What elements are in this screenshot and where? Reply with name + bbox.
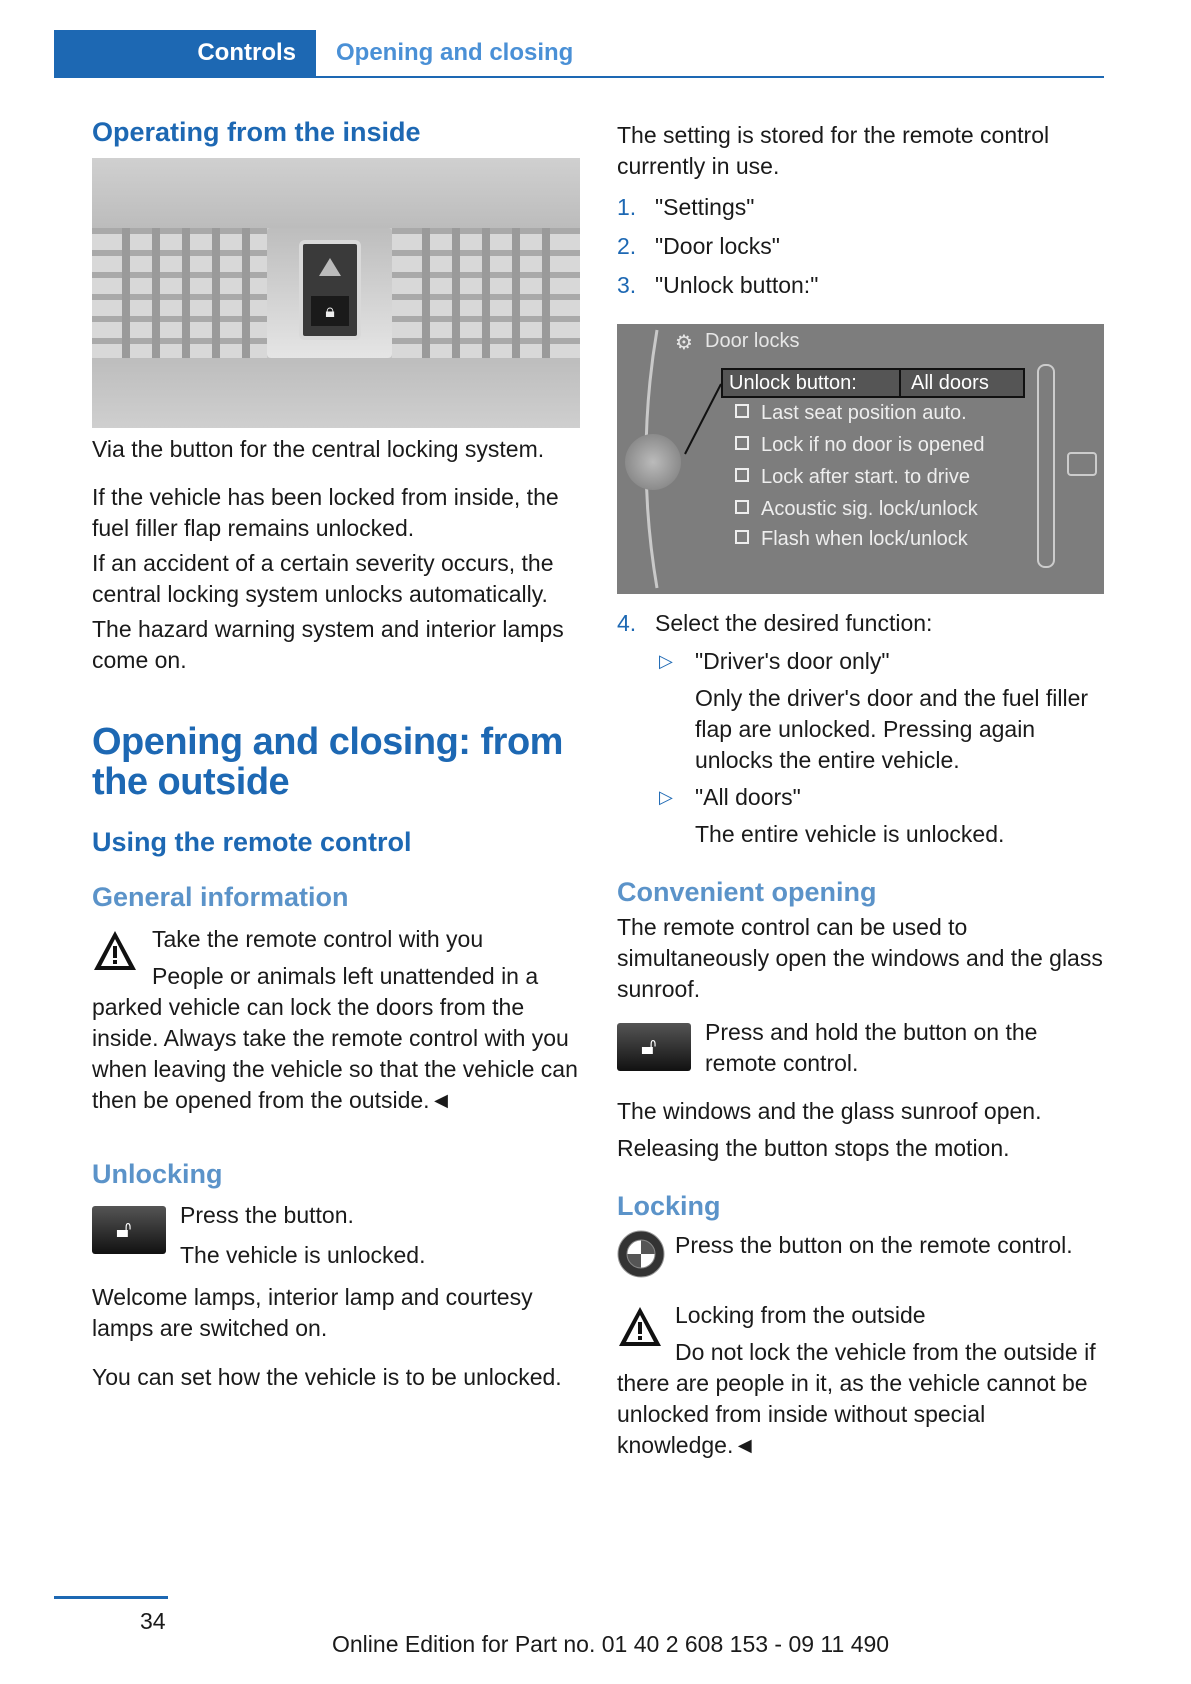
unlock-instruction bbox=[92, 1200, 582, 1278]
paragraph: The windows and the glass sunroof open. bbox=[617, 1098, 1042, 1124]
bullet-triangle-icon: ▷ bbox=[659, 787, 673, 807]
controller-knob-icon bbox=[625, 434, 681, 490]
scroll-indicator bbox=[1037, 364, 1055, 568]
heading-locking: Locking bbox=[617, 1191, 721, 1221]
step-number: 1. bbox=[617, 194, 637, 220]
unlock-icon: 🔓︎ bbox=[116, 1216, 132, 1243]
sub-item-label: "All doors" bbox=[695, 784, 801, 810]
instruction: Press and hold the button on the remote control. bbox=[705, 1019, 1038, 1076]
screen-option: Last seat position auto. bbox=[735, 402, 967, 425]
locking-instruction bbox=[617, 1230, 1104, 1292]
step-text: "Door locks" bbox=[655, 233, 780, 259]
paragraph: Releasing the button stops the motion. bbox=[617, 1135, 1010, 1161]
heading-operating-inside: Operating from the inside bbox=[92, 117, 421, 147]
screen-title: Door locks bbox=[705, 330, 800, 352]
checkbox-icon bbox=[735, 500, 749, 514]
checkbox-icon bbox=[735, 404, 749, 418]
arc-outline bbox=[617, 324, 1104, 594]
list-item bbox=[617, 608, 1104, 646]
gear-icon: ⚙ bbox=[675, 332, 693, 354]
sub-item-desc: The entire vehicle is unlocked. bbox=[695, 821, 1005, 847]
step-text: "Unlock button:" bbox=[655, 272, 819, 298]
page-header bbox=[54, 30, 1104, 78]
paragraph: The setting is stored for the remote control currently in use. bbox=[617, 122, 1050, 179]
checkbox-icon bbox=[735, 436, 749, 450]
left-column bbox=[92, 117, 582, 1393]
remote-unlock-button-image bbox=[92, 1206, 166, 1254]
remote-unlock-button-image bbox=[617, 1023, 691, 1071]
paragraph: The remote control can be used to simultaneously open the windows and the glass sunroof. bbox=[617, 914, 1103, 1002]
paragraph: If the vehicle has been locked from inside, the fuel filler flap remains unlocked. bbox=[92, 484, 559, 541]
air-vent-left bbox=[92, 228, 267, 358]
page-number: 34 bbox=[140, 1608, 166, 1634]
right-column bbox=[617, 120, 1104, 1461]
warning-title: Take the remote control with you bbox=[152, 926, 484, 952]
sub-item bbox=[659, 782, 1104, 850]
selected-setting bbox=[721, 368, 1025, 398]
bmw-logo-icon bbox=[617, 1230, 665, 1278]
unlock-result: The vehicle is unlocked. bbox=[180, 1242, 426, 1268]
warning-body: Do not lock the vehicle from the outside if there are people in it, as the vehicle cannot be unlocked from inside without special knowledge.◄ bbox=[617, 1339, 1096, 1458]
sub-item-desc: Only the driver's door and the fuel filler flap are unlocked. Pressing again unlocks the entire vehicle. bbox=[695, 685, 1089, 773]
selected-setting-label: Unlock button: bbox=[729, 372, 857, 394]
warning-title: Locking from the outside bbox=[675, 1302, 926, 1328]
heading-general-information: General information bbox=[92, 882, 349, 912]
list-item bbox=[617, 231, 1104, 270]
selected-setting-value: All doors bbox=[899, 370, 989, 396]
screen-option: Lock after start. to drive bbox=[735, 466, 970, 489]
heading-opening-outside: Opening and closing: from the outside bbox=[92, 721, 563, 803]
heading-unlocking: Unlocking bbox=[92, 1159, 223, 1189]
step-number: 3. bbox=[617, 272, 637, 298]
warning-body: People or animals left unattended in a parked vehicle can lock the doors from the inside. Always take the remote control with you when leaving the vehicle so that the vehicle can then be opened from the outside.◄ bbox=[92, 963, 578, 1113]
section-title: Opening and closing bbox=[336, 39, 574, 66]
central-locking-button-photo bbox=[92, 158, 580, 428]
air-vent-right bbox=[392, 228, 580, 358]
heading-convenient-opening: Convenient opening bbox=[617, 877, 877, 907]
convenient-opening-instruction bbox=[617, 1017, 1104, 1079]
paragraph: If an accident of a certain severity occurs, the central locking system unlocks automatically. bbox=[92, 550, 554, 607]
checkbox-icon bbox=[735, 468, 749, 482]
paragraph: Welcome lamps, interior lamp and courtesy lamps are switched on. bbox=[92, 1284, 533, 1341]
step-text: "Settings" bbox=[655, 194, 755, 220]
warning-note bbox=[92, 924, 582, 1116]
central-locking-button bbox=[299, 240, 361, 340]
list-item bbox=[617, 192, 1104, 231]
idrive-door-locks-screen bbox=[617, 324, 1104, 594]
step-number: 2. bbox=[617, 233, 637, 259]
footer-rule bbox=[54, 1596, 168, 1599]
warning-icon bbox=[617, 1304, 663, 1350]
steps-list bbox=[617, 192, 1104, 309]
switch-panel bbox=[267, 228, 392, 358]
unlock-step: Press the button. bbox=[180, 1202, 354, 1228]
instruction: Press the button on the remote control. bbox=[675, 1232, 1073, 1258]
footer-edition: Online Edition for Part no. 01 40 2 608 153 - 09 11 490 bbox=[332, 1631, 890, 1657]
warning-icon bbox=[92, 928, 138, 974]
lock-icon: 🔒︎ bbox=[311, 296, 349, 326]
checkbox-icon bbox=[735, 530, 749, 544]
hazard-triangle-icon bbox=[319, 258, 341, 276]
step-text: Select the desired function: bbox=[655, 610, 933, 636]
list-item bbox=[617, 270, 1104, 309]
warning-note bbox=[617, 1300, 1104, 1461]
dashboard-trim bbox=[92, 158, 580, 228]
heading-remote-control: Using the remote control bbox=[92, 827, 412, 857]
paragraph: Via the button for the central locking system. bbox=[92, 436, 545, 462]
screen-option: Flash when lock/unlock bbox=[735, 528, 968, 551]
menu-icon bbox=[1067, 452, 1097, 476]
paragraph: You can set how the vehicle is to be unlocked. bbox=[92, 1364, 562, 1390]
paragraph: The hazard warning system and interior lamps come on. bbox=[92, 616, 564, 673]
screen-option: Lock if no door is opened bbox=[735, 434, 985, 457]
unlock-icon: 🔓︎ bbox=[641, 1033, 657, 1060]
screen-option: Acoustic sig. lock/unlock bbox=[735, 498, 978, 521]
sub-item-label: "Driver's door only" bbox=[695, 648, 890, 674]
sub-item bbox=[659, 646, 1104, 776]
dashboard-trim-lower bbox=[92, 358, 580, 428]
bullet-triangle-icon: ▷ bbox=[659, 651, 673, 671]
sub-list bbox=[617, 646, 1104, 850]
step-number: 4. bbox=[617, 610, 637, 636]
chapter-tab: Controls bbox=[54, 30, 316, 76]
